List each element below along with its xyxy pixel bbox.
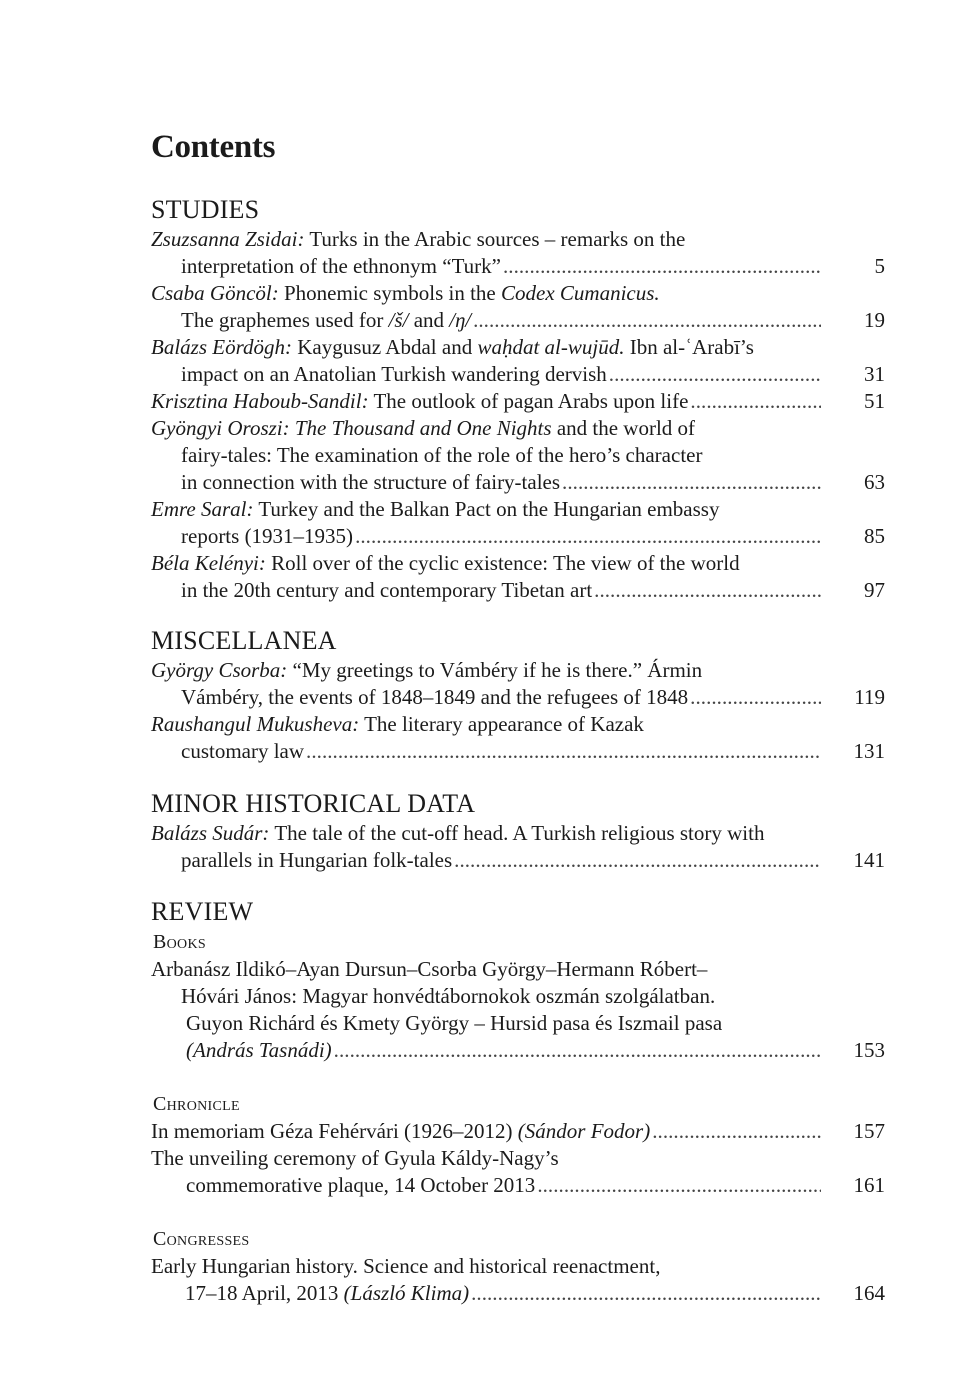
- dot-leader: [306, 738, 821, 765]
- toc-entry[interactable]: 17–18 April, 2013 (László Klima) . . . 164: [185, 1280, 885, 1307]
- author-name: György Csorba:: [151, 658, 288, 682]
- toc-entry[interactable]: Vámbéry, the events of 1848–1849 and the refugees of 1848 . . . 119: [181, 684, 885, 711]
- dot-leader: [652, 1118, 821, 1145]
- page-number: 119: [854, 685, 885, 709]
- page-number: 131: [853, 739, 885, 763]
- dot-leader: [355, 523, 821, 550]
- subsection-heading-books: Books: [153, 931, 206, 953]
- author-name: Balázs Eördögh:: [151, 335, 292, 359]
- page-number: 153: [853, 1038, 885, 1062]
- page-number: 164: [853, 1281, 885, 1305]
- section-heading-studies: STUDIES: [151, 195, 260, 224]
- page-number: 161: [853, 1173, 885, 1197]
- toc-entry-line: Guyon Richárd és Kmety György – Hursid pasa és Iszmail pasa: [186, 1011, 723, 1035]
- author-name: Csaba Göncöl:: [151, 281, 279, 305]
- section-heading-minor-historical-data: MINOR HISTORICAL DATA: [151, 789, 476, 818]
- dot-leader: [690, 684, 821, 711]
- page-number: 51: [864, 389, 885, 413]
- toc-entry-line: Csaba Göncöl: Phonemic symbols in the Codex Cumanicus.: [151, 281, 660, 305]
- toc-entry[interactable]: parallels in Hungarian folk-tales . . . 141: [181, 847, 885, 874]
- author-name: Balázs Sudár:: [151, 821, 270, 845]
- page-number: 5: [874, 254, 885, 278]
- toc-entry-line: György Csorba: “My greetings to Vámbéry if he is there.” Ármin: [151, 658, 703, 682]
- page-number: 97: [864, 578, 885, 602]
- author-name: Krisztina Haboub-Sandil:: [151, 389, 369, 413]
- dot-leader: [473, 307, 821, 334]
- page-number: 63: [864, 470, 885, 494]
- toc-entry[interactable]: (András Tasnádi) . . . 153: [186, 1037, 885, 1064]
- dot-leader: [471, 1280, 821, 1307]
- toc-entry-line: The unveiling ceremony of Gyula Káldy-Nagy’s: [151, 1146, 559, 1170]
- toc-entry[interactable]: impact on an Anatolian Turkish wandering dervish . . . 31: [181, 361, 885, 388]
- page-number: 141: [853, 848, 885, 872]
- dot-leader: [562, 469, 821, 496]
- dot-leader: [334, 1037, 821, 1064]
- subsection-heading-congresses: Congresses: [153, 1228, 250, 1250]
- dot-leader: [454, 847, 821, 874]
- section-heading-review: REVIEW: [151, 897, 254, 926]
- toc-entry[interactable]: reports (1931–1935) . . . 85: [181, 523, 885, 550]
- toc-entry-line: Emre Saral: Turkey and the Balkan Pact on the Hungarian embassy: [151, 497, 720, 521]
- toc-entry-line: Béla Kelényi: Roll over of the cyclic existence: The view of the world: [151, 551, 740, 575]
- toc-entry-line: Gyöngyi Oroszi: The Thousand and One Nights and the world of: [151, 416, 696, 440]
- author-name: Gyöngyi Oroszi:: [151, 416, 290, 440]
- toc-entry[interactable]: interpretation of the ethnonym “Turk” . . . 5: [181, 253, 885, 280]
- toc-entry-line: Hóvári János: Magyar honvédtábornokok oszmán szolgálatban.: [181, 984, 716, 1008]
- dot-leader: [690, 388, 821, 415]
- toc-entry-line: Arbanász Ildikó–Ayan Dursun–Csorba György–Hermann Róbert–: [151, 957, 708, 981]
- dot-leader: [609, 361, 821, 388]
- toc-entry[interactable]: Krisztina Haboub-Sandil: The outlook of pagan Arabs upon life . . . 51: [151, 388, 885, 415]
- page-number: 85: [864, 524, 885, 548]
- page-number: 19: [864, 308, 885, 332]
- toc-entry[interactable]: in connection with the structure of fairy-tales . . . 63: [181, 469, 885, 496]
- page-number: 31: [864, 362, 885, 386]
- toc-entry[interactable]: commemorative plaque, 14 October 2013 . . . 161: [186, 1172, 885, 1199]
- toc-entry-line: Raushangul Mukusheva: The literary appearance of Kazak: [151, 712, 644, 736]
- toc-entry-line: Zsuzsanna Zsidai: Turks in the Arabic sources – remarks on the: [151, 227, 686, 251]
- author-name: Emre Saral:: [151, 497, 254, 521]
- subsection-heading-chronicle: Chronicle: [153, 1093, 240, 1115]
- page-title: Contents: [151, 129, 276, 165]
- section-heading-miscellanea: MISCELLANEA: [151, 626, 337, 655]
- page-number: 157: [853, 1119, 885, 1143]
- dot-leader: [503, 253, 821, 280]
- toc-entry[interactable]: The graphemes used for /š/ and /ŋ/ . . . 19: [181, 307, 885, 334]
- author-name: Raushangul Mukusheva:: [151, 712, 360, 736]
- toc-entry-line: Balázs Eördögh: Kaygusuz Abdal and waḥdat al-wujūd. Ibn al-ʿArabī’s: [151, 335, 754, 359]
- toc-entry[interactable]: In memoriam Géza Fehérvári (1926–2012) (Sándor Fodor) . . . 157: [151, 1118, 885, 1145]
- author-name: Zsuzsanna Zsidai:: [151, 227, 305, 251]
- author-name: Béla Kelényi:: [151, 551, 266, 575]
- dot-leader: [594, 577, 821, 604]
- toc-entry[interactable]: in the 20th century and contemporary Tibetan art . . . 97: [181, 577, 885, 604]
- toc-entry-line: Balázs Sudár: The tale of the cut-off head. A Turkish religious story with: [151, 821, 765, 845]
- toc-entry-line: Early Hungarian history. Science and historical reenactment,: [151, 1254, 661, 1278]
- dot-leader: [537, 1172, 821, 1199]
- toc-entry-line: fairy-tales: The examination of the role of the hero’s character: [181, 443, 703, 467]
- toc-entry[interactable]: customary law . . . 131: [181, 738, 885, 765]
